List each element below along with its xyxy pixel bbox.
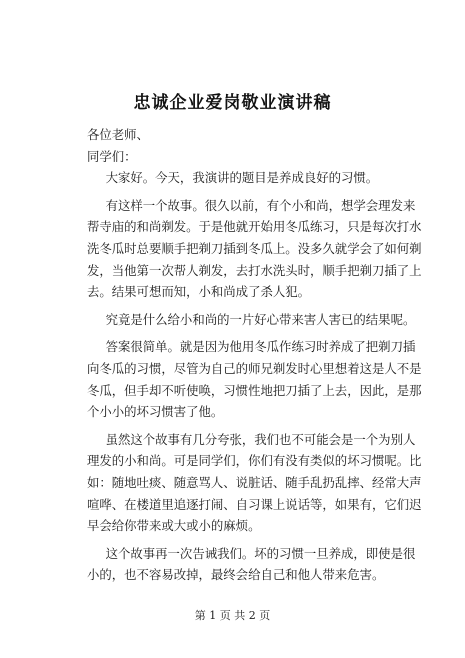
paragraph-line: 有这样一个故事。很久以前，有个小和尚，想学会理发来	[105, 197, 416, 213]
paragraph-line: 答案很简单。就是因为他用冬瓜作练习时养成了把剃刀插	[105, 339, 416, 355]
paragraph-line: 究竟是什么给小和尚的一片好心带来害人害已的结果呢。	[105, 311, 416, 327]
paragraph-line: 理发的小和尚。可是同学们，你们有没有类似的坏习惯呢。比	[87, 453, 422, 469]
paragraph-line: 如：随地吐痰、随意骂人、说脏话、随手乱扔乱摔、经常大声	[87, 474, 422, 490]
paragraph-line: 向冬瓜的习惯，尽管为自己的师兄剃发时心里想着这是人不是	[87, 360, 422, 376]
paragraph-line: 大家好。今天，我演讲的题目是养成良好的习惯。	[105, 170, 379, 186]
paragraph-line: 帮寺庙的和尚剃发。于是他就开始用冬瓜练习，只是每次打水	[87, 219, 422, 235]
paragraph-line: 小的，也不容易改掉，最终会给自己和他人带来危害。	[87, 567, 385, 583]
paragraph-line: 喧哗、在楼道里追逐打闹、自习课上说话等，如果有，它们迟	[87, 496, 422, 512]
paragraph-line: 洗冬瓜时总要顺手把剃刀插到冬瓜上。没多久就学会了如何剃	[87, 240, 422, 256]
paragraph-line: 这个故事再一次告诫我们。坏的习惯一旦养成，即使是很	[105, 545, 416, 561]
page-footer: 第 1 页 共 2 页	[194, 609, 271, 622]
paragraph-line: 冬瓜，但手却不听使唤，习惯性地把刀插了上去，因此，是那	[87, 382, 422, 398]
paragraph-line: 发，当他第一次帮人剃发，去打水洗头时，顺手把剃刀插了上	[87, 262, 422, 278]
salutation-line: 各位老师、	[87, 127, 149, 142]
paragraph-line: 去。结果可想而知，小和尚成了杀人犯。	[87, 284, 311, 300]
page-title: 忠诚企业爱岗敬业演讲稿	[133, 93, 332, 113]
salutation-line: 同学们：	[87, 148, 137, 164]
paragraph-line: 虽然这个故事有几分夸张，我们也不可能会是一个为别人	[105, 431, 416, 447]
paragraph-gap	[87, 586, 387, 592]
document-body	[87, 124, 422, 592]
paragraph-line: 个小小的坏习惯害了他。	[87, 404, 224, 420]
paragraph-line: 早会给你带来或大或小的麻烦。	[87, 518, 261, 534]
